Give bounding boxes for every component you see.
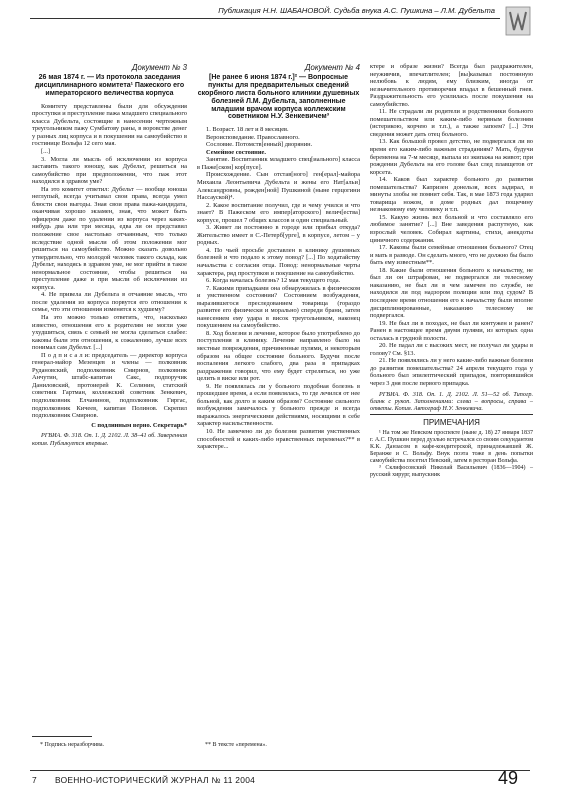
archive-reference: РГВИА. Ф. 318. Оп. 1. Д. 2102. Л. 38–41 об. Заверенная копия. Публикуется впервые.: [32, 432, 187, 447]
note-item: ¹ На том же Невском проспекте (ныне д. 18) 27 января 1837 г. А.С. Пушкин перед дуэлью встречался со своим секундантом К.К. Данзасом в кафе-кондитерской, принадлежавшей Ж. Беранже и С. Вольфу. Внук поэта тоже в день попытки самоубийства посетил Невский, затем в ресторан Вольфа.: [370, 429, 533, 465]
paragraph: П о д п и с а л и: председатель — директор корпуса генерал-майор Мезенцев и члены — полковник Рудановский, подполковник Смирнов, полковник Анчутин, штабс-капитан Сакс, подпоручик Даниловский, протоиерей К. Селинин, статский советник Гартман, коллежский советник Зенкевич, подполковник Елчанинов, подполковник Гиргас, подполковник Кичеев, капитан Полинов. Скрепил подполковник Смирнов.: [32, 351, 187, 420]
paragraph: 14. Каков был характер больного до развития помешательства? Капризен донельзя, всех задирал, в минуты злобы не помнит себя. Так, в мае 1873 года ударил товарища ножом, в доме родных дал пощечину незнакомому ему человеку и т.п.: [370, 176, 533, 214]
paragraph: 18. Какие были отношения больного к начальству, не был ли он штрафован, не подвергался ли телесному наказанию, не был ли в чем замечен по службе, не находился ли под надзором полиции или под судом? В последнее время отношения его к начальству были вполне дисциплинированные, наказанию телесному не подвергался.: [370, 266, 533, 320]
paragraph: 10. Не замечено ли до болезни развития умственных способностей и каких-либо нравственных переменах?** в характере...: [197, 428, 360, 451]
paragraph: 15. Какую жизнь вел больной и что составляло его любимое занятие? [...] Вне заведения распутную, как взрослый человек. Собирал картины, стихи, анекдоты циничного содержания.: [370, 213, 533, 244]
paragraph: Сословие. Потомств[енный] дворянин.: [206, 141, 313, 149]
column-2: [197, 63, 360, 451]
running-header: Публикация Н.Н. ШАБАНОВОЙ. Судьба внука А.С. Пушкина – Л.М. Дубельта: [218, 6, 495, 15]
paragraph: 3. Живет ли постоянно в городе или прибыл откуда? Жительство имеет в С.-Петерб[урге], в корпусе, летом – у родных.: [197, 224, 360, 247]
paragraph: Происхождение. Сын отстав[ного] ген[ерал]-майора Михаила Леонтьевича Дубельта и жены его Нат[альи] Александровны, рожден[ной] Пушкиной (ныне герцогини Нассауской)⁴.: [197, 171, 360, 202]
document-label: Документ № 3: [132, 63, 187, 72]
copy-note: С подлинным верно. Секретарь*: [91, 421, 187, 429]
column-1: [32, 63, 187, 447]
paragraph: 8. Ход болезни и лечение, которое было употреблено до поступления в клинику. Лечение направлено было на местные повреждения, причиненные пулями, и некоторым образом на общее состояние больного. Будучи после воспаления легкого слабого, два раза в припадках раздражения говорил, что ему будет стреляться, но уже целить в виске или рот.: [197, 329, 360, 383]
footer-rule: [30, 770, 530, 771]
journal-logo-icon: [505, 6, 531, 36]
paragraph: На это можно только ответить, что, насколько известно, отношения его к родителям не могли уже ухудшиться, связь с семьей не могла сделаться слабее: каковы были эти отношения, к сожалению, лучше всех понимал сам Дубельт. [...]: [32, 313, 187, 352]
paragraph: Занятие. Воспитанник младшего спец[иального] класса в Паже[ском] кор[пусе].: [197, 156, 360, 171]
document-title: [Не ранее 6 июня 1874 г.]² — Вопросные пункты для предварительных сведений скорбного листа больного клиники душевных болезней Л.М. Дубельта, заполненные младшим врачом корпуса коллежским советником Н.У. Зенкевичем³: [197, 74, 360, 121]
page-number-left: 7: [32, 775, 37, 785]
paragraph: 4. По чьей просьбе доставлен в клинику душевных болезней и что подало к этому повод? [...] По ходатайству начальства с согласия отца. Повод: ненормальные черты характера, ряд проступков и покушение на самоубийство.: [197, 246, 360, 277]
paragraph: 17. Каковы были семейные отношения больного? Отец и мать в разводе. Он сделать много, что не должно бы было быть ему известным**.: [370, 244, 533, 267]
paragraph: 20. Не падал ли с высоких мест, не получал ли удары в голову? См. §13.: [370, 342, 533, 357]
paragraph: 6. Когда началась болезнь? 12 мая текущего года.: [206, 277, 341, 285]
paragraph: Вероисповедание. Православного.: [206, 133, 300, 141]
paragraph: 21. Не появлялись ли у него какие-либо важные болезни до развития помешательства? 24 апреля текущего года у больного был эпилептический припадок, повторившийся через 3 дня после первого припадка.: [370, 357, 533, 387]
paragraph: 1. Возраст. 18 лет и 8 месяцев.: [206, 126, 289, 134]
page-number-right: 49: [498, 768, 519, 788]
paragraph: [...]: [41, 147, 51, 155]
paragraph: 13. Как большой провел детство, не подвергался ли во время его каким-либо важным страданиям? Мать, будучи беременна на 7-м месяце, выпала из экипажа на живот; при рождении Дубельта на его голове был след плавщетов от корсета.: [370, 138, 533, 176]
paragraph: Семейное состояние.: [206, 148, 266, 156]
paragraph: 9. Не появлялась ли у больного подобная болезнь в прошедшее время, а если появлялась, то где лечился от нее больной, как долго и каким образом? Состояние сильного возбуждения замечалось у больного прежде и всегда выражалось энергическими действиями, носящими в себе характер насильственности.: [197, 382, 360, 428]
notes-title: ПРИМЕЧАНИЯ: [423, 418, 480, 428]
paragraph: 7. Какими припадками она обнаружилась в физическом и умственном состоянии? Состоянием возбуждения, выразившегося преследованием товарища (гораздо развитее его физически и морально) спереди брани, затем нанесением ему удара в висок треугольником, наконец покушением на самоубийство.: [197, 284, 360, 330]
paragraph: 11. Не страдали ли родители и родственники больного помешательством или каким-либо нервным болезням (истерикою, корчею и т.п.), а также запоем? [...] Эти сведения может дать отец больного.: [370, 108, 533, 138]
journal-title: ВОЕННО-ИСТОРИЧЕСКИЙ ЖУРНАЛ № 11 2004: [55, 775, 256, 785]
archive-reference: РГВИА. Ф. 318. Оп. 1. Д. 2102. Л. 51—52 об. Типогр. бланк с рукоп. Заполнениями: слева – вопросы, справа – ответы. Копия. Автограф Н.У. Зенкевича.: [370, 390, 533, 413]
paragraph: На это комитет ответил: Дубельт — вообще юноша неглупый, всегда учитывал свои права, всегда умел блюсти свои выгоды. Зная свои права пажа-кандидата, оканчивая хорошо экзамен, зная, что может быть офицером даже по удалении из корпуса через каких-нибудь два или три месяца, едва ли он представил положение свое настолько отчаянным, что только вследствие одной мысли об этом положении мог решиться на самоубийство. Можно сказать довольно утвердительно, что молодой человек такого склада, как Дубельт, находясь в здравом уме, не мог прийти в такое ненормальное состояние, чтобы решиться на преступление даже и при мысли об исключении из корпуса.: [32, 185, 187, 291]
note-item: ³ Склифосовский Николай Васильевич (1836—1904) – русский хирург, выпускник: [370, 465, 533, 479]
footnote: ** В тексте «перемена».: [205, 742, 267, 748]
header-rule: [30, 18, 500, 19]
document-title: 26 мая 1874 г. — Из протокола заседания дисциплинарного комитета¹ Пажеского его императорского величества корпуса: [34, 74, 185, 97]
paragraph: 3. Могла ли мысль об исключении из корпуса заставить такого юношу, как Дубельт, решиться на самоубийство при предположении, что паж этот находился в здравом уме?: [32, 155, 187, 186]
notes-divider: [370, 414, 533, 415]
paragraph: ктере и образе жизни? Всегда был раздражителен, неуживчив, впечатлителен; [вы]казывал постоянную нелюбовь к людям, ему близким, иногда от незначительного противоречия впадал в бешенный гнев. Раздражительность его усилилась после покушения на самоубийство.: [370, 63, 533, 108]
paragraph: 19. Не был ли в походах, не был ли контужен и ранен? Ранен в настоящее время двумя пулями, из которых одна осталась в грудной полости.: [370, 319, 533, 342]
document-label: Документ № 4: [305, 63, 360, 72]
paragraph: 2. Какое воспитание получил, где и чему учился и что знает? В Пажеском его импер[аторского] велич[ества] корпусе, прошел 7 общих классов и один специальный.: [197, 201, 360, 224]
footnote: * Подпись неразборчива.: [40, 742, 104, 748]
paragraph: 4. Не привела ли Дубельта в отчаяние мысль, что после удаления из корпуса порвутся его отношения к семье, что эти отношения изменятся к худшему?: [32, 291, 187, 314]
footnote-rule: [32, 736, 92, 737]
paragraph: Комитету представлены были для обсуждения проступки и преступление пажа младшего специального класса Дубельта, состоящие в нанесении чертежным треугольником пажу Сумбатову раны, в воровстве денег у разных лиц корпуса и в покушении на самоубийство в гостинице Вольфа 12 сего мая.: [32, 102, 187, 148]
column-3: [370, 63, 533, 479]
